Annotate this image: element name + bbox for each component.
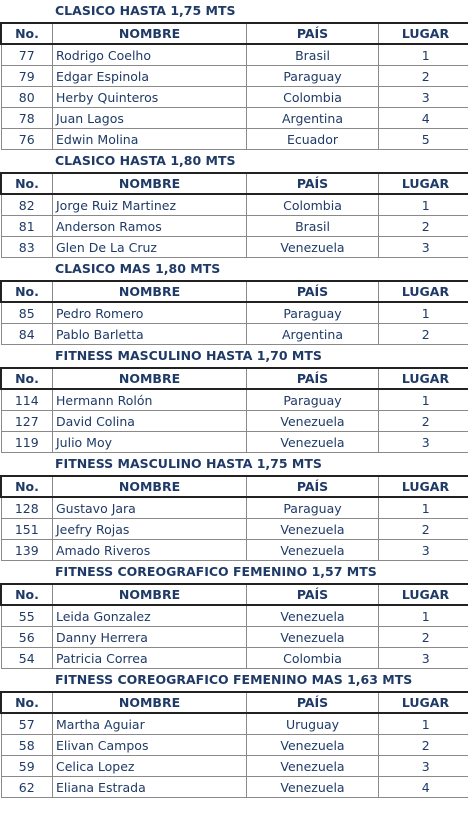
table-row [1,519,468,540]
header-place: LUGAR [379,368,468,389]
header-name: NOMBRE [53,281,247,302]
cell-country: Paraguay [247,497,379,519]
table-header-row [1,476,468,497]
table-row [1,756,468,777]
cell-num: 128 [1,497,53,519]
cell-num: 78 [1,108,53,129]
cell-place: 3 [379,87,468,108]
cell-place: 5 [379,129,468,150]
results-table [0,280,468,345]
cell-country: Argentina [247,324,379,345]
table-row [1,735,468,756]
cell-num: 54 [1,648,53,669]
cell-name: Pedro Romero [53,302,247,324]
cell-name: Celica Lopez [53,756,247,777]
cell-country: Venezuela [247,777,379,798]
cell-place: 3 [379,540,468,561]
header-place: LUGAR [379,173,468,194]
cell-country: Venezuela [247,432,379,453]
cell-place: 1 [379,194,468,216]
cell-num: 151 [1,519,53,540]
cell-num: 58 [1,735,53,756]
cell-country: Venezuela [247,605,379,627]
cell-num: 82 [1,194,53,216]
cell-place: 2 [379,411,468,432]
cell-name: Pablo Barletta [53,324,247,345]
cell-country: Colombia [247,648,379,669]
header-country: PAÍS [247,692,379,713]
header-num: No. [1,281,53,302]
category-title: CLASICO HASTA 1,80 MTS [0,150,468,172]
cell-num: 59 [1,756,53,777]
table-row [1,302,468,324]
category-title: FITNESS MASCULINO HASTA 1,75 MTS [0,453,468,475]
header-place: LUGAR [379,476,468,497]
cell-country: Ecuador [247,129,379,150]
header-name: NOMBRE [53,23,247,44]
cell-place: 2 [379,324,468,345]
table-row [1,66,468,87]
cell-num: 56 [1,627,53,648]
table-row [1,605,468,627]
cell-num: 79 [1,66,53,87]
header-country: PAÍS [247,584,379,605]
cell-name: Juan Lagos [53,108,247,129]
cell-country: Brasil [247,216,379,237]
header-country: PAÍS [247,281,379,302]
table-row [1,497,468,519]
table-row [1,713,468,735]
category-title: CLASICO HASTA 1,75 MTS [0,0,468,22]
cell-name: Anderson Ramos [53,216,247,237]
results-table [0,367,468,453]
table-header-row [1,173,468,194]
header-name: NOMBRE [53,173,247,194]
header-country: PAÍS [247,368,379,389]
cell-num: 81 [1,216,53,237]
header-country: PAÍS [247,23,379,44]
cell-country: Colombia [247,194,379,216]
table-header-row [1,368,468,389]
cell-place: 3 [379,237,468,258]
table-header-row [1,692,468,713]
table-row [1,432,468,453]
cell-country: Venezuela [247,237,379,258]
header-name: NOMBRE [53,368,247,389]
cell-name: Martha Aguiar [53,713,247,735]
header-country: PAÍS [247,476,379,497]
cell-country: Venezuela [247,756,379,777]
cell-country: Uruguay [247,713,379,735]
cell-num: 114 [1,389,53,411]
table-row [1,777,468,798]
cell-name: Herby Quinteros [53,87,247,108]
cell-country: Venezuela [247,735,379,756]
table-row [1,44,468,66]
category-title: FITNESS COREOGRAFICO FEMENINO MAS 1,63 MTS [0,669,468,691]
cell-place: 1 [379,44,468,66]
cell-name: Jeefry Rojas [53,519,247,540]
header-place: LUGAR [379,584,468,605]
cell-name: Patricia Correa [53,648,247,669]
cell-place: 1 [379,302,468,324]
cell-name: Jorge Ruiz Martinez [53,194,247,216]
table-row [1,237,468,258]
category-title: FITNESS COREOGRAFICO FEMENINO 1,57 MTS [0,561,468,583]
cell-place: 3 [379,648,468,669]
cell-name: Gustavo Jara [53,497,247,519]
cell-country: Colombia [247,87,379,108]
table-row [1,411,468,432]
cell-place: 3 [379,756,468,777]
table-row [1,324,468,345]
cell-place: 1 [379,389,468,411]
cell-place: 2 [379,627,468,648]
header-num: No. [1,476,53,497]
table-row [1,648,468,669]
cell-num: 139 [1,540,53,561]
cell-num: 57 [1,713,53,735]
cell-name: Hermann Rolón [53,389,247,411]
cell-num: 55 [1,605,53,627]
table-row [1,216,468,237]
table-row [1,389,468,411]
results-table [0,475,468,561]
cell-country: Venezuela [247,540,379,561]
header-num: No. [1,368,53,389]
header-name: NOMBRE [53,692,247,713]
table-row [1,108,468,129]
cell-num: 76 [1,129,53,150]
cell-name: Glen De La Cruz [53,237,247,258]
header-place: LUGAR [379,23,468,44]
category-title: FITNESS MASCULINO HASTA 1,70 MTS [0,345,468,367]
table-header-row [1,281,468,302]
category-title: CLASICO MAS 1,80 MTS [0,258,468,280]
cell-name: Elivan Campos [53,735,247,756]
cell-place: 2 [379,735,468,756]
cell-place: 4 [379,108,468,129]
results-table [0,691,468,798]
table-row [1,129,468,150]
cell-num: 83 [1,237,53,258]
table-row [1,194,468,216]
cell-country: Venezuela [247,627,379,648]
cell-name: Julio Moy [53,432,247,453]
cell-name: David Colina [53,411,247,432]
cell-num: 127 [1,411,53,432]
cell-num: 119 [1,432,53,453]
cell-num: 80 [1,87,53,108]
table-row [1,87,468,108]
cell-place: 4 [379,777,468,798]
table-header-row [1,584,468,605]
cell-num: 77 [1,44,53,66]
cell-place: 1 [379,497,468,519]
results-table [0,172,468,258]
cell-place: 3 [379,432,468,453]
cell-place: 1 [379,605,468,627]
header-num: No. [1,23,53,44]
header-name: NOMBRE [53,584,247,605]
cell-name: Leida Gonzalez [53,605,247,627]
cell-place: 2 [379,519,468,540]
cell-place: 2 [379,216,468,237]
cell-country: Argentina [247,108,379,129]
cell-name: Amado Riveros [53,540,247,561]
cell-name: Eliana Estrada [53,777,247,798]
table-header-row [1,23,468,44]
cell-country: Brasil [247,44,379,66]
cell-name: Edgar Espinola [53,66,247,87]
cell-country: Venezuela [247,411,379,432]
cell-name: Rodrigo Coelho [53,44,247,66]
header-place: LUGAR [379,281,468,302]
results-table [0,583,468,669]
cell-place: 2 [379,66,468,87]
results-table [0,22,468,150]
cell-num: 85 [1,302,53,324]
cell-num: 62 [1,777,53,798]
header-num: No. [1,584,53,605]
header-num: No. [1,173,53,194]
header-num: No. [1,692,53,713]
cell-name: Edwin Molina [53,129,247,150]
cell-num: 84 [1,324,53,345]
header-place: LUGAR [379,692,468,713]
header-name: NOMBRE [53,476,247,497]
cell-place: 1 [379,713,468,735]
table-row [1,627,468,648]
cell-country: Paraguay [247,66,379,87]
cell-country: Paraguay [247,389,379,411]
cell-country: Paraguay [247,302,379,324]
header-country: PAÍS [247,173,379,194]
cell-country: Venezuela [247,519,379,540]
table-row [1,540,468,561]
cell-name: Danny Herrera [53,627,247,648]
